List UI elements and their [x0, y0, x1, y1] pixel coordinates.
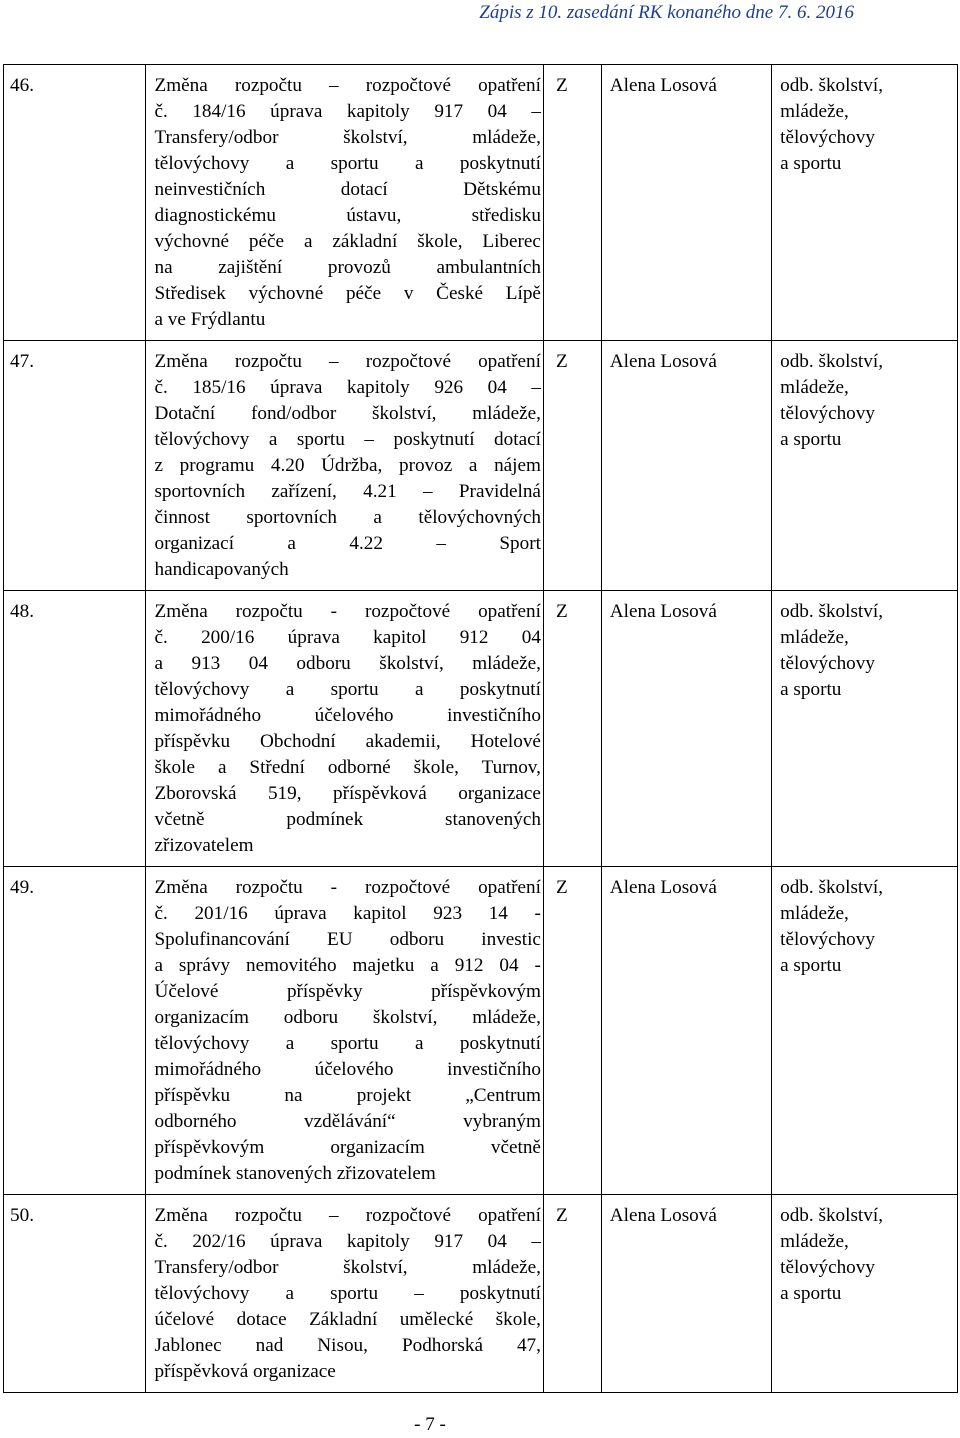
- department-line: tělovýchovy: [780, 653, 875, 674]
- department-line: odb. školství,: [780, 75, 883, 96]
- agenda-row: [4, 65, 958, 341]
- item-mark: Z: [543, 1195, 601, 1393]
- description-line: příspěvková organizace: [154, 1361, 336, 1382]
- department-line: odb. školství,: [780, 601, 883, 622]
- item-mark: Z: [543, 867, 601, 1195]
- description-line: Transfery/odbor školství, mládeže,: [154, 1257, 541, 1278]
- department-line: a sportu: [780, 955, 842, 976]
- department-line: a sportu: [780, 429, 842, 450]
- department-line: odb. školství,: [780, 1205, 883, 1226]
- responsible-department: [772, 1195, 958, 1393]
- description-line: činnost sportovních a tělovýchovných: [154, 507, 541, 528]
- item-mark: Z: [543, 65, 601, 341]
- responsible-person: Alena Losová: [601, 867, 771, 1195]
- agenda-row: [4, 341, 958, 591]
- item-description: [146, 867, 543, 1195]
- department-line: mládeže,: [780, 101, 849, 122]
- department-line: mládeže,: [780, 1231, 849, 1252]
- description-line: Změna rozpočtu – rozpočtové opatření: [154, 75, 541, 96]
- description-line: příspěvkovým organizacím včetně: [154, 1137, 541, 1158]
- description-line: včetně podmínek stanovených: [154, 809, 541, 830]
- description-line: tělovýchovy a sportu – poskytnutí dotací: [154, 429, 541, 450]
- item-number: 46.: [4, 65, 146, 341]
- description-line: účelové dotace Základní umělecké škole,: [154, 1309, 541, 1330]
- description-line: Jablonec nad Nisou, Podhorská 47,: [154, 1335, 541, 1356]
- department-line: tělovýchovy: [780, 929, 875, 950]
- description-line: zřizovatelem: [154, 835, 254, 856]
- department-line: odb. školství,: [780, 877, 883, 898]
- description-line: škole a Střední odborné škole, Turnov,: [154, 757, 541, 778]
- item-description: [146, 1195, 543, 1393]
- item-mark: Z: [543, 591, 601, 867]
- department-line: tělovýchovy: [780, 403, 875, 424]
- description-line: Účelové příspěvky příspěvkovým: [154, 981, 541, 1002]
- department-line: a sportu: [780, 153, 842, 174]
- description-line: Změna rozpočtu – rozpočtové opatření: [154, 351, 541, 372]
- description-line: handicapovaných: [154, 559, 289, 580]
- description-line: Dotační fond/odbor školství, mládeže,: [154, 403, 541, 424]
- item-number: 49.: [4, 867, 146, 1195]
- item-description: [146, 65, 543, 341]
- department-line: mládeže,: [780, 903, 849, 924]
- item-number: 47.: [4, 341, 146, 591]
- description-line: na zajištění provozů ambulantních: [154, 257, 541, 278]
- item-number: 48.: [4, 591, 146, 867]
- description-line: Spolufinancování EU odboru investic: [154, 929, 541, 950]
- responsible-department: [772, 867, 958, 1195]
- item-mark: Z: [543, 341, 601, 591]
- description-line: příspěvku na projekt „Centrum: [154, 1085, 541, 1106]
- description-line: tělovýchovy a sportu a poskytnutí: [154, 679, 541, 700]
- department-line: tělovýchovy: [780, 1257, 875, 1278]
- responsible-person: Alena Losová: [601, 341, 771, 591]
- agenda-table: [3, 64, 958, 1393]
- description-line: č. 202/16 úprava kapitoly 917 04 –: [154, 1231, 541, 1252]
- description-line: Transfery/odbor školství, mládeže,: [154, 127, 541, 148]
- description-line: organizacím odboru školství, mládeže,: [154, 1007, 541, 1028]
- description-line: výchovné péče a základní škole, Liberec: [154, 231, 541, 252]
- agenda-table-body: [4, 65, 958, 1393]
- responsible-person: Alena Losová: [601, 591, 771, 867]
- responsible-person: Alena Losová: [601, 1195, 771, 1393]
- responsible-department: [772, 591, 958, 867]
- item-description: [146, 341, 543, 591]
- description-line: a ve Frýdlantu: [154, 309, 266, 330]
- page-number: - 7 -: [414, 1414, 446, 1435]
- description-line: Změna rozpočtu - rozpočtové opatření: [154, 601, 541, 622]
- responsible-department: [772, 341, 958, 591]
- description-line: mimořádného účelového investičního: [154, 1059, 541, 1080]
- description-line: Středisek výchovné péče v České Lípě: [154, 283, 541, 304]
- agenda-row: [4, 1195, 958, 1393]
- department-line: mládeže,: [780, 377, 849, 398]
- department-line: tělovýchovy: [780, 127, 875, 148]
- description-line: tělovýchovy a sportu a poskytnutí: [154, 1033, 541, 1054]
- description-line: odborného vzdělávání“ vybraným: [154, 1111, 541, 1132]
- description-line: Změna rozpočtu – rozpočtové opatření: [154, 1205, 541, 1226]
- description-line: č. 200/16 úprava kapitol 912 04: [154, 627, 541, 648]
- description-line: č. 184/16 úprava kapitoly 917 04 –: [154, 101, 541, 122]
- department-line: mládeže,: [780, 627, 849, 648]
- description-line: podmínek stanovených zřizovatelem: [154, 1163, 436, 1184]
- description-line: a 913 04 odboru školství, mládeže,: [154, 653, 541, 674]
- description-line: z programu 4.20 Údržba, provoz a nájem: [154, 455, 541, 476]
- description-line: organizací a 4.22 – Sport: [154, 533, 541, 554]
- description-line: a správy nemovitého majetku a 912 04 -: [154, 955, 541, 976]
- description-line: neinvestičních dotací Dětskému: [154, 179, 541, 200]
- description-line: č. 185/16 úprava kapitoly 926 04 –: [154, 377, 541, 398]
- description-line: mimořádného účelového investičního: [154, 705, 541, 726]
- agenda-row: [4, 591, 958, 867]
- description-line: diagnostickému ústavu, středisku: [154, 205, 541, 226]
- department-line: odb. školství,: [780, 351, 883, 372]
- description-line: sportovních zařízení, 4.21 – Pravidelná: [154, 481, 541, 502]
- department-line: a sportu: [780, 679, 842, 700]
- item-description: [146, 591, 543, 867]
- description-line: Zborovská 519, příspěvková organizace: [154, 783, 541, 804]
- item-number: 50.: [4, 1195, 146, 1393]
- description-line: Změna rozpočtu - rozpočtové opatření: [154, 877, 541, 898]
- responsible-person: Alena Losová: [601, 65, 771, 341]
- description-line: příspěvku Obchodní akademii, Hotelové: [154, 731, 541, 752]
- description-line: tělovýchovy a sportu a poskytnutí: [154, 153, 541, 174]
- agenda-row: [4, 867, 958, 1195]
- responsible-department: [772, 65, 958, 341]
- description-line: č. 201/16 úprava kapitol 923 14 -: [154, 903, 541, 924]
- description-line: tělovýchovy a sportu – poskytnutí: [154, 1283, 541, 1304]
- department-line: a sportu: [780, 1283, 842, 1304]
- page-header-title: Zápis z 10. zasedání RK konaného dne 7. 6. 2016: [479, 2, 854, 23]
